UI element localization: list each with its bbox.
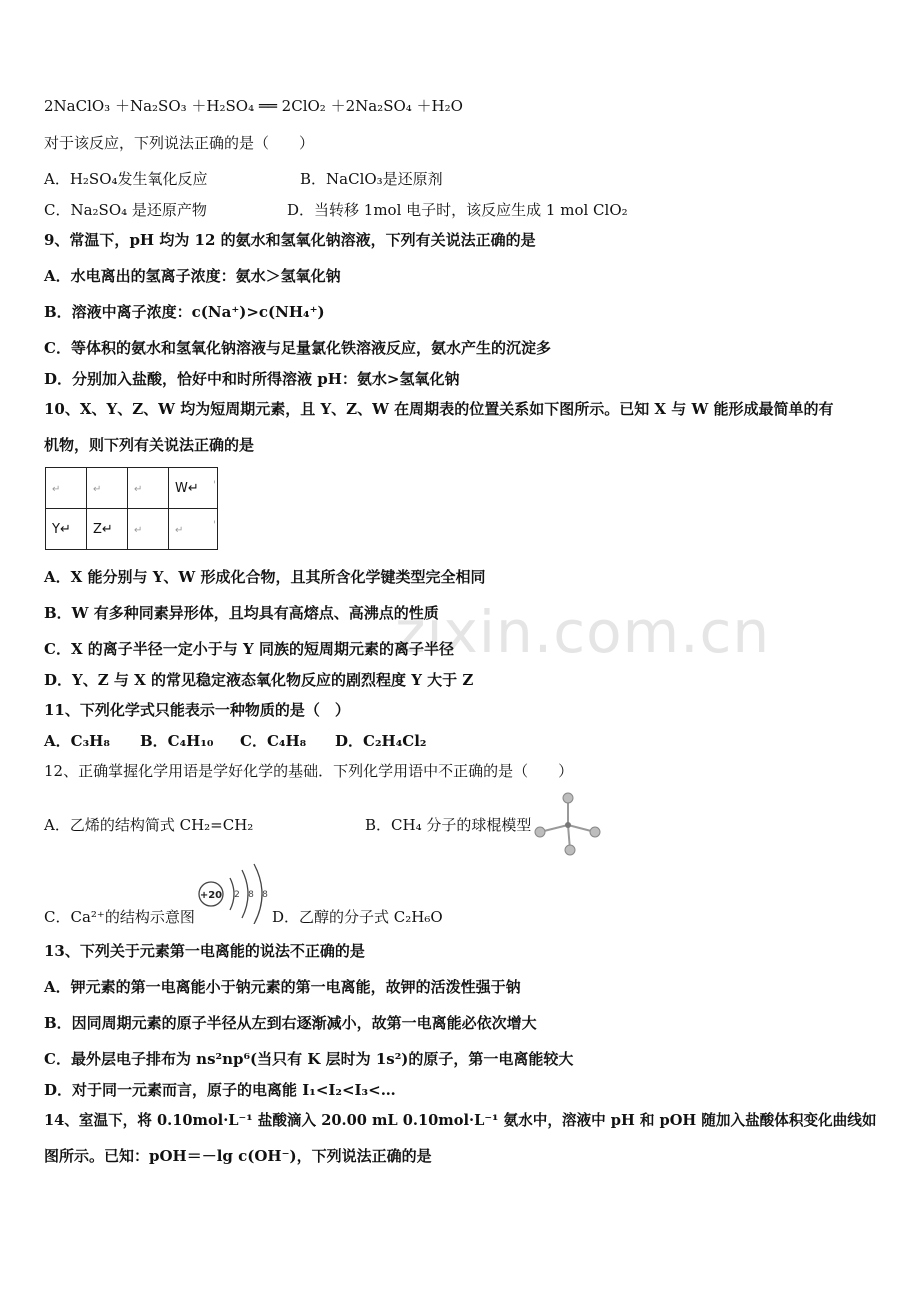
q13-option-a: A．钾元素的第一电离能小于钠元素的第一电离能，故钾的活泼性强于钠 bbox=[44, 978, 521, 996]
q9-option-b: B．溶液中离子浓度：c(Na⁺)>c(NH₄⁺) bbox=[44, 303, 325, 321]
row-end-mark: ' bbox=[213, 480, 216, 491]
reaction-equation: 2NaClO₃ ＋Na₂SO₃ ＋H₂SO₄ ══ 2ClO₂ ＋2Na₂SO₄ ＋H₂O bbox=[44, 97, 463, 115]
q10-stem-line2: 机物，则下列有关说法正确的是 bbox=[44, 436, 255, 454]
q8-option-d: D．当转移 1mol 电子时，该反应生成 1 mol ClO₂ bbox=[287, 201, 628, 219]
table-cell: ↵ bbox=[46, 468, 87, 509]
table-cell: ↵ bbox=[128, 468, 169, 509]
q8-option-c: C．Na₂SO₄ 是还原产物 bbox=[44, 201, 207, 219]
shell-label: 2 bbox=[234, 890, 240, 900]
ca-ion-structure-diagram-icon bbox=[196, 862, 276, 924]
table-cell: ↵ bbox=[128, 509, 169, 550]
q11-option-b: B．C₄H₁₀ bbox=[140, 732, 214, 750]
q13-stem: 13、下列关于元素第一电离能的说法不正确的是 bbox=[44, 942, 365, 960]
nucleus-label: +20 bbox=[199, 890, 223, 901]
periodic-table-fragment bbox=[45, 467, 218, 550]
q9-option-c: C．等体积的氨水和氢氧化钠溶液与足量氯化铁溶液反应，氨水产生的沉淀多 bbox=[44, 339, 551, 357]
q12-option-a: A．乙烯的结构简式 CH₂=CH₂ bbox=[44, 816, 254, 834]
q14-stem-line1: 14、室温下，将 0.10mol·L⁻¹ 盐酸滴入 20.00 mL 0.10mol·L⁻¹ 氨水中，溶液中 pH 和 pOH 随加入盐酸体积变化曲线如 bbox=[44, 1112, 877, 1129]
q12-option-c: C．Ca²⁺的结构示意图 bbox=[44, 908, 195, 926]
q10-option-d: D．Y、Z 与 X 的常见稳定液态氧化物反应的剧烈程度 Y 大于 Z bbox=[44, 671, 474, 689]
row-end-mark: ' bbox=[213, 520, 216, 531]
table-cell-w: W↵ bbox=[169, 468, 218, 509]
q12-option-d: D．乙醇的分子式 C₂H₆O bbox=[272, 908, 443, 926]
q9-option-d: D．分别加入盐酸，恰好中和时所得溶液 pH：氨水>氢氧化钠 bbox=[44, 370, 460, 388]
table-cell-y: Y↵ bbox=[46, 509, 87, 550]
shell-label: 8 bbox=[262, 890, 268, 900]
q8-option-a: A．H₂SO₄发生氧化反应 bbox=[44, 170, 208, 188]
q14-stem-line2: 图所示。已知：pOH＝－lg c(OH⁻)，下列说法正确的是 bbox=[44, 1147, 432, 1165]
q13-option-c: C．最外层电子排布为 ns²np⁶(当只有 K 层时为 1s²)的原子，第一电离能较大 bbox=[44, 1050, 574, 1068]
table-cell: ↵ bbox=[87, 468, 128, 509]
q8-stem: 对于该反应，下列说法正确的是（ ） bbox=[44, 134, 315, 152]
q12-stem: 12、正确掌握化学用语是学好化学的基础．下列化学用语中不正确的是（ ） bbox=[44, 762, 574, 780]
q12-option-b: B．CH₄ 分子的球棍模型 bbox=[365, 816, 532, 834]
table-cell: ↵ bbox=[169, 509, 218, 550]
q10-option-c: C．X 的离子半径一定小于与 Y 同族的短周期元素的离子半径 bbox=[44, 640, 454, 658]
q11-option-d: D．C₂H₄Cl₂ bbox=[335, 732, 427, 750]
q10-stem-line1: 10、X、Y、Z、W 均为短周期元素，且 Y、Z、W 在周期表的位置关系如下图所示。已知 X 与 W 能形成最简单的有 bbox=[44, 400, 834, 418]
ch4-ball-stick-model-icon bbox=[528, 790, 608, 860]
q13-option-d: D．对于同一元素而言，原子的电离能 I₁<I₂<I₃<… bbox=[44, 1081, 396, 1099]
q11-option-a: A．C₃H₈ bbox=[44, 732, 110, 750]
q10-option-a: A．X 能分别与 Y、W 形成化合物，且其所含化学键类型完全相同 bbox=[44, 568, 486, 586]
watermark: zixin.com.cn bbox=[395, 598, 771, 666]
q13-option-b: B．因同周期元素的原子半径从左到右逐渐减小，故第一电离能必依次增大 bbox=[44, 1014, 537, 1032]
q9-stem: 9、常温下，pH 均为 12 的氨水和氢氧化钠溶液，下列有关说法正确的是 bbox=[44, 231, 536, 249]
q11-stem: 11、下列化学式只能表示一种物质的是（ ） bbox=[44, 701, 350, 719]
q10-option-b: B．W 有多种同素异形体，且均具有高熔点、高沸点的性质 bbox=[44, 604, 439, 622]
q9-option-a: A．水电离出的氢离子浓度：氨水＞氢氧化钠 bbox=[44, 267, 341, 285]
q8-option-b: B．NaClO₃是还原剂 bbox=[300, 170, 443, 188]
q11-option-c: C．C₄H₈ bbox=[240, 732, 307, 750]
shell-label: 8 bbox=[248, 890, 254, 900]
table-cell-z: Z↵ bbox=[87, 509, 128, 550]
